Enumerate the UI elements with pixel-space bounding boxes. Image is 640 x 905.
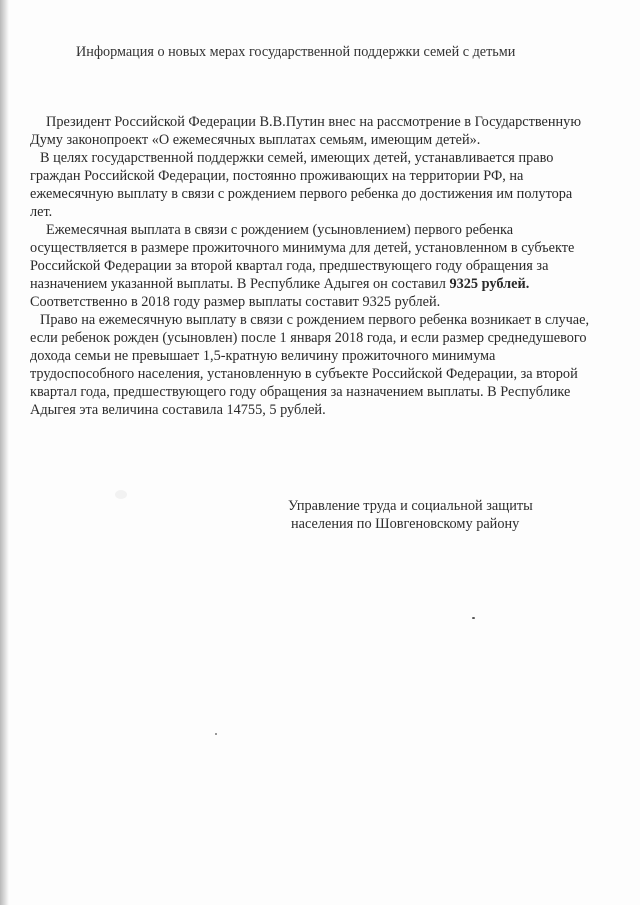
paragraph-2: В целях государственной поддержки семей, имеющих детей, устанавливается право граждан Российской Федерации, постоянно проживающих на территории РФ, на ежемесячную выплату в связи с рождением первого ребенка до достижения им полутора лет. bbox=[30, 150, 573, 220]
scan-edge-shadow bbox=[0, 0, 9, 905]
document-body bbox=[30, 113, 590, 419]
paragraph-3-text-before: Ежемесячная выплата в связи с рождением (усыновлением) первого ребенка осуществляется в размере прожиточного минимума для детей, установленном в субъекте Российской Федерации за второй квартал года, предшествующего году обращения за назначением указанной выплаты. В Республике Адыгея он составил bbox=[30, 222, 575, 292]
document-title: Информация о новых мерах государственной поддержки семей с детьми bbox=[76, 44, 516, 60]
paragraph-4: Право на ежемесячную выплату в связи с рождением первого ребенка возникает в случае, если ребенок рожден (усыновлен) после 1 января 2018 года, и если размер среднедушевого дохода семьи не превышает 1,5-кратную величину прожиточного минимума трудоспособного населения, установленную в субъекте Российской Федерации, за второй квартал года, предшествующего году обращения за назначением выплаты. В Республике Адыгея эта величина составила 14755, 5 рублей. bbox=[30, 312, 590, 418]
signature-block bbox=[288, 497, 588, 533]
scan-speck bbox=[215, 733, 217, 735]
paragraph-3 bbox=[30, 221, 590, 311]
paragraph-3-text-after: Соответственно в 2018 году размер выплаты составит 9325 рублей. bbox=[30, 294, 441, 310]
paragraph-1: Президент Российской Федерации В.В.Путин внес на рассмотрение в Государственную Думу законопроект «О ежемесячных выплатах семьям, имеющим детей». bbox=[30, 114, 582, 148]
signature-line-2: населения по Шовгеновскому району bbox=[291, 516, 520, 532]
scan-smudge bbox=[115, 490, 127, 499]
scan-speck bbox=[472, 617, 475, 619]
signature-line-1: Управление труда и социальной защиты bbox=[288, 498, 533, 514]
payment-amount-bold: 9325 рублей. bbox=[449, 276, 530, 292]
